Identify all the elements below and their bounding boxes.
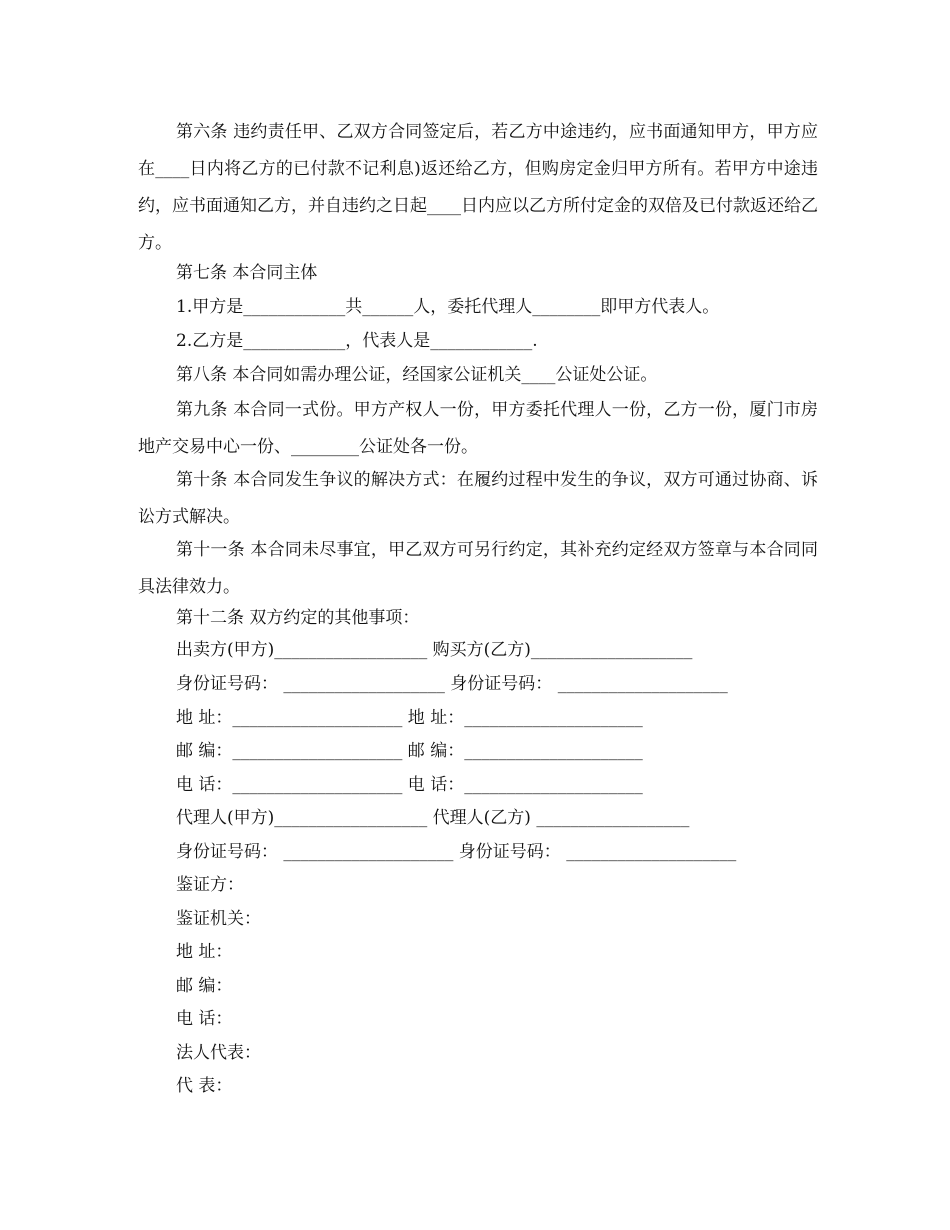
article-10-dispute-resolution: 第十条 本合同发生争议的解决方式：在履约过程中发生的争议，双方可通过协商、诉讼方式解决。 [138, 470, 818, 527]
signature-phone: 电 话：____________________ 电 话：_____________________ [176, 775, 643, 795]
article-11-supplementary: 第十一条 本合同未尽事宜，甲乙双方可另行约定，其补充约定经双方签章与本合同同具法律效力。 [138, 540, 818, 597]
article-7-heading: 第七条 本合同主体 [176, 263, 318, 283]
article-7-party-b: 2.乙方是____________，代表人是____________. [176, 331, 538, 351]
article-6-breach-liability: 第六条 违约责任甲、乙双方合同签定后，若乙方中途违约，应书面通知甲方，甲方应在____日内将乙方的已付款不记利息)返还给乙方，但购房定金归甲方所有。若甲方中途违约，应书面通知乙方，并自违约之日起____日内应以乙方所付定金的双倍及已付款返还给乙方。 [138, 122, 818, 253]
signature-id-number: 身份证号码： ___________________ 身份证号码： ____________________ [176, 674, 728, 694]
article-8-notarization: 第八条 本合同如需办理公证，经国家公证机关____公证处公证。 [176, 365, 658, 385]
notary-address-label: 地 址： [176, 942, 233, 962]
article-7-party-a: 1.甲方是____________共______人，委托代理人________即甲方代表人。 [176, 297, 720, 317]
signature-postcode: 邮 编：____________________ 邮 编：_____________________ [176, 741, 643, 761]
signature-seller-buyer: 出卖方(甲方)__________________ 购买方(乙方)___________________ [176, 640, 693, 660]
notary-organization-label: 鉴证机关： [176, 909, 261, 929]
notary-phone-label: 电 话： [176, 1009, 233, 1029]
article-12-heading: 第十二条 双方约定的其他事项： [176, 608, 420, 628]
notary-postcode-label: 邮 编： [176, 976, 233, 996]
signature-agent-id-number: 身份证号码： ____________________ 身份证号码： ____________________ [176, 842, 737, 862]
article-9-copies: 第九条 本合同一式份。甲方产权人一份，甲方委托代理人一份，乙方一份，厦门市房地产交易中心一份、________公证处各一份。 [138, 400, 818, 457]
signature-address: 地 址：____________________ 地 址：_____________________ [176, 708, 643, 728]
legal-representative-label: 法人代表： [176, 1043, 261, 1063]
notary-party-label: 鉴证方： [176, 875, 244, 895]
representative-label: 代 表： [176, 1076, 233, 1096]
signature-agents: 代理人(甲方)__________________ 代理人(乙方) __________________ [176, 808, 690, 828]
